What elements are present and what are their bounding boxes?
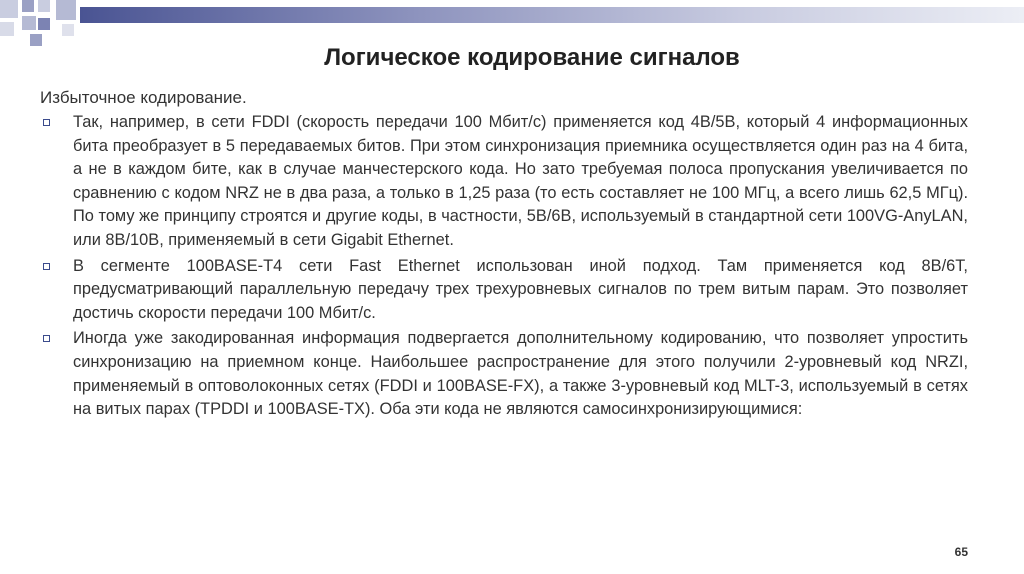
square-bullet-icon bbox=[43, 335, 50, 342]
list-item-text: Так, например, в сети FDDI (скорость передачи 100 Мбит/с) применяется код 4B/5B, который 4 информационных бита преобразует в 5 передаваемых битов. При этом синхронизация приемника осуществляется один раз на 4 бита, а не в каждом бите, как в случае манчестерского кода. Но зато требуемая полоса пропускания увеличивается по сравнению с кодом NRZ не в два раза, а только в 1,25 раза (то есть составляет не 100 МГц, а всего лишь 62,5 МГц). По тому же принципу строятся и другие коды, в частности, 5B/6B, используемый в стандартной сети 100VG-AnyLAN, или 8B/10B, применяемый в сети Gigabit Ethernet. bbox=[73, 113, 968, 249]
list-item-text: В сегменте 100BASE-T4 сети Fast Ethernet использован иной подход. Там применяется код 8B/6T, предусматривающий параллельную передачу трех трехуровневых сигналов по трем витым парам. Это позволяет достичь скорости передачи 100 Мбит/с. bbox=[73, 256, 968, 322]
bullet-list bbox=[40, 111, 968, 424]
list-item bbox=[40, 111, 968, 253]
decorative-square bbox=[62, 24, 74, 36]
list-item bbox=[40, 255, 968, 326]
list-item bbox=[40, 327, 968, 421]
decorative-square bbox=[56, 0, 76, 20]
square-bullet-icon bbox=[43, 263, 50, 270]
list-item-text: Иногда уже закодированная информация подвергается дополнительному кодированию, что позволяет упростить синхронизацию на приемном конце. Наибольшее распространение для этого получили 2-уровневый код NRZI, применяемый в оптоволоконных сетях (FDDI и 100BASE-FX), а также 3-уровневый код MLT-3, используемый в сетях на витых парах (TPDDI и 100BASE-TX). Оба эти кода не являются самосинхронизирующимися: bbox=[73, 329, 968, 419]
decorative-square bbox=[38, 0, 50, 12]
decorative-square bbox=[38, 18, 50, 30]
decorative-square bbox=[0, 22, 14, 36]
square-bullet-icon bbox=[43, 119, 50, 126]
decorative-square bbox=[22, 16, 36, 30]
page-number: 65 bbox=[954, 545, 968, 559]
slide-subtitle: Избыточное кодирование. bbox=[40, 88, 247, 107]
decorative-square bbox=[0, 0, 18, 18]
decorative-square bbox=[22, 0, 34, 12]
header-gradient-bar bbox=[80, 7, 1024, 23]
slide-title: Логическое кодирование сигналов bbox=[324, 44, 740, 71]
